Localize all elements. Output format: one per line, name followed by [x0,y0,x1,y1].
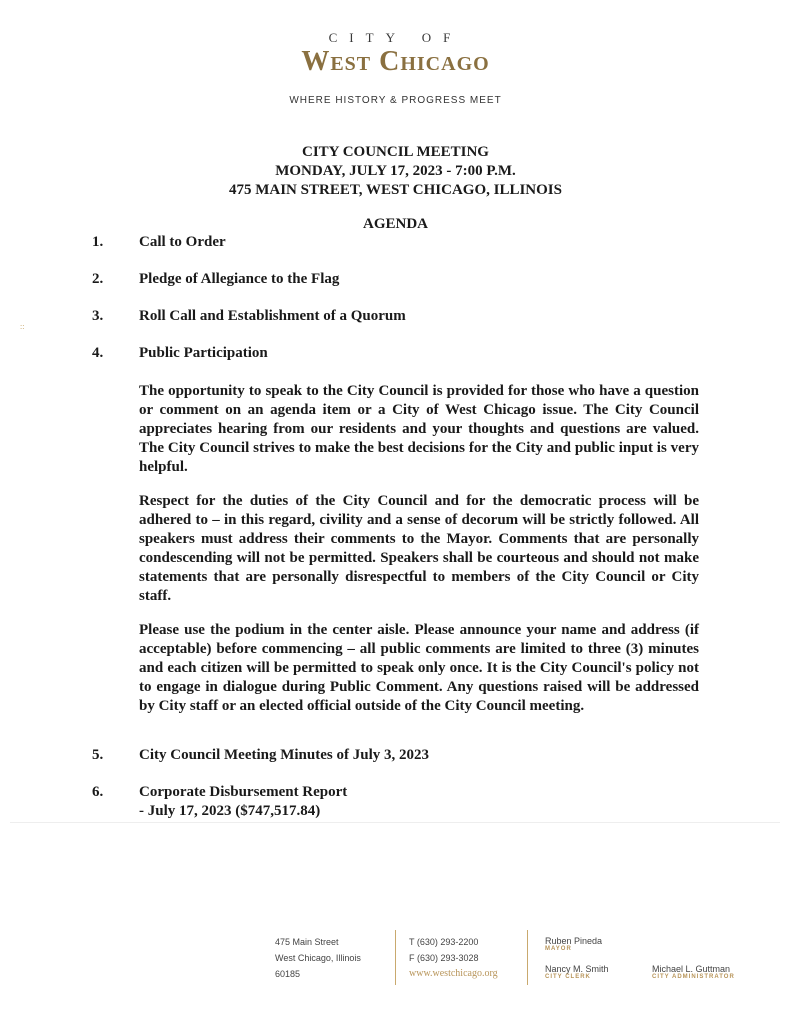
footer-separator [527,930,528,985]
agenda-item-number: 1. [92,234,104,250]
footer-address [275,934,361,982]
footer-mayor [545,936,602,953]
agenda-item-number: 5. [92,747,104,763]
page-divider [10,822,780,823]
public-participation-paragraph: Respect for the duties of the City Council and for the democratic process will be adhered to – in this regard, civility and a sense of decorum will be strictly followed. All speakers must address their comments to the Mayor. Comments that are personally condescending will not be permitted. Speakers shall be courteous and should not make statements that are personally disrespectful to members of the City Council or City staff. [139,493,699,604]
footer-address-line: 60185 [275,969,301,979]
footer-administrator [652,964,735,981]
agenda-item-number: 2. [92,271,104,287]
mayor-name: Ruben Pineda [545,936,603,946]
letterhead-city-name: West Chicago [301,46,490,77]
footer-fax: F (630) 293-3028 [409,953,479,963]
agenda-item-sublabel: - July 17, 2023 ($747,517.84) [139,803,321,819]
margin-mark: :: [20,322,25,331]
agenda-title: AGENDA [362,216,428,232]
agenda-item-label: Corporate Disbursement Report [139,784,348,800]
letterhead-tagline: WHERE HISTORY & PROGRESS MEET [289,95,502,106]
agenda-item-number: 4. [92,345,104,361]
agenda-item-label: Pledge of Allegiance to the Flag [139,271,340,287]
agenda-item-label: City Council Meeting Minutes of July 3, 2023 [139,747,429,763]
agenda-item-label: Call to Order [139,234,226,250]
meeting-title: CITY COUNCIL MEETING [302,144,489,160]
footer-clerk [545,964,609,981]
footer-separator [395,930,396,985]
meeting-address: 475 MAIN STREET, WEST CHICAGO, ILLINOIS [228,182,562,198]
footer-phone: T (630) 293-2200 [409,937,479,947]
mayor-role: MAYOR [545,946,572,952]
agenda-item-label: Public Participation [139,345,268,361]
footer-address-line: West Chicago, Illinois [275,953,361,963]
administrator-role: CITY ADMINISTRATOR [652,974,735,980]
meeting-datetime: MONDAY, JULY 17, 2023 - 7:00 P.M. [275,163,516,179]
clerk-name: Nancy M. Smith [545,964,609,974]
public-participation-paragraph: The opportunity to speak to the City Council is provided for those who have a question or comment on an agenda item or a City of West Chicago issue. The City Council appreciates hearing from our residents and your thoughts and questions are valued. The City Council strives to make the best decisions for the City and public input is very helpful. [139,383,699,475]
public-participation-paragraph: Please use the podium in the center aisle. Please announce your name and address (if acceptable) before commencing – all public comments are limited to three (3) minutes and each citizen will be permitted to speak only once. It is the City Council's policy not to engage in dialogue during Public Comment. Any questions raised will be addressed by City staff or an elected official outside of the City Council meeting. [139,622,699,714]
agenda-item-number: 6. [92,784,104,800]
footer-website-link[interactable]: www.westchicago.org [409,968,498,979]
clerk-role: CITY CLERK [545,974,591,980]
letterhead-city-of: CITY OF [328,30,463,45]
agenda-item-label: Roll Call and Establishment of a Quorum [139,308,406,324]
footer-contact [409,934,498,982]
agenda-item-number: 3. [92,308,104,324]
administrator-name: Michael L. Guttman [652,964,731,974]
footer-address-line: 475 Main Street [275,937,339,947]
